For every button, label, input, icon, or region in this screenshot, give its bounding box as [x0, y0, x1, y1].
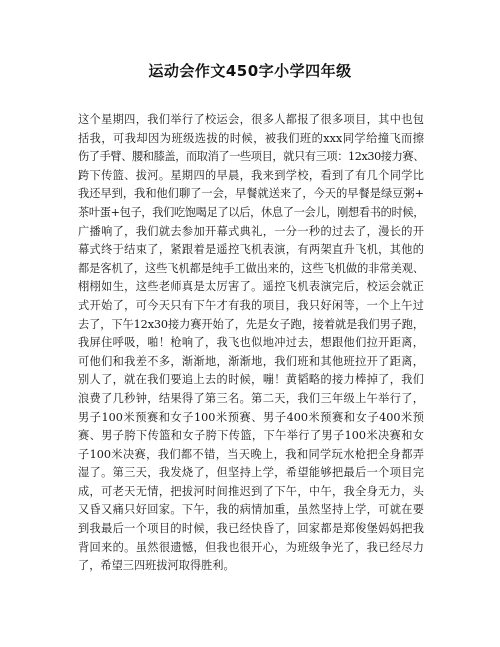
- essay-line: 成，可老天无情，把拔河时间推迟到了下午，中午，我全身无力，头: [78, 484, 424, 498]
- essay-line: 湿了。第三天，我发烧了，但坚持上学，希望能够把最后一个项目完: [78, 466, 424, 480]
- essay-body: [78, 111, 424, 576]
- essay-line: 跨下传篮、拔河。星期四的早晨，我来到学校，看到了有几个同学比: [78, 168, 424, 182]
- essay-line: 都是客机了，这些飞机都是纯手工做出来的，这些飞机做的非常美观、: [78, 261, 424, 275]
- essay-line: 子100米决赛，我们都不错，当天晚上，我和同学玩水枪把全身都弄: [78, 447, 424, 461]
- essay-line: 背回来的。虽然很遗憾，但我也很开心，为班级争光了，我已经尽力: [78, 540, 424, 554]
- essay-line: 可他们和我差不多，渐渐地，渐渐地，我们班和其他班拉开了距离，: [78, 354, 424, 368]
- essay-line: 到我最后一个项目的时候，我已经快昏了，回家都是郑俊堡妈妈把我: [78, 522, 424, 536]
- essay-line: 男子100米预赛和女子100米预赛、男子400米预赛和女子400米预: [78, 410, 424, 424]
- page-title: 运动会作文450字小学四年级: [148, 62, 352, 80]
- essay-line: 去了，下午12x30接力赛开始了，先是女子跑，接着就是我们男子跑，: [78, 317, 424, 331]
- essay-line: 赛、男子胯下传篮和女子胯下传篮，下午举行了男子100米决赛和女: [78, 429, 424, 443]
- essay-line: 茶叶蛋+包子，我们吃饱喝足了以后，休息了一会儿，刚想看书的时候，: [78, 205, 424, 219]
- essay-line: 式开始了，可今天只有下午才有我的项目，我只好闲等，一个上午过: [78, 298, 424, 312]
- essay-line: 幕式终于结束了，紧跟着是遥控飞机表演，有两架直升飞机，其他的: [78, 243, 424, 257]
- essay-line: 广播响了，我们就去参加开幕式典礼，一分一秒的过去了，漫长的开: [78, 224, 424, 238]
- essay-line: 浪费了几秒钟，结果得了第三名。第二天，我们三年级上午举行了，: [78, 391, 424, 405]
- essay-line: 栩栩如生，这些老师真是太厉害了。遥控飞机表演完后，校运会就正: [78, 280, 424, 294]
- essay-line: 括我，可我却因为班级选拔的时候，被我们班的xxx同学给撞飞而擦: [78, 131, 424, 145]
- essay-line: 我还早到，我和他们聊了一会，早餐就送来了，今天的早餐是绿豆粥+: [78, 187, 424, 201]
- essay-line: 我屏住呼吸，啪！枪响了，我飞也似地冲过去，想跟他们拉开距离，: [78, 336, 424, 350]
- essay-line: 别人了，就在我们要追上去的时候，嘣！黄韬略的接力棒掉了，我们: [78, 373, 424, 387]
- essay-line: 了，希望三四班拔河取得胜利。: [78, 559, 235, 573]
- essay-line: 这个星期四，我们举行了校运会，很多人都报了很多项目，其中也包: [78, 113, 424, 126]
- essay-line: 又昏又痛只好回家。下午，我的病情加重，虽然坚持上学，可就在要: [78, 503, 424, 517]
- essay-line: 伤了手臂、腰和膝盖，而取消了一些项目，就只有三项：12x30接力赛、: [78, 150, 424, 164]
